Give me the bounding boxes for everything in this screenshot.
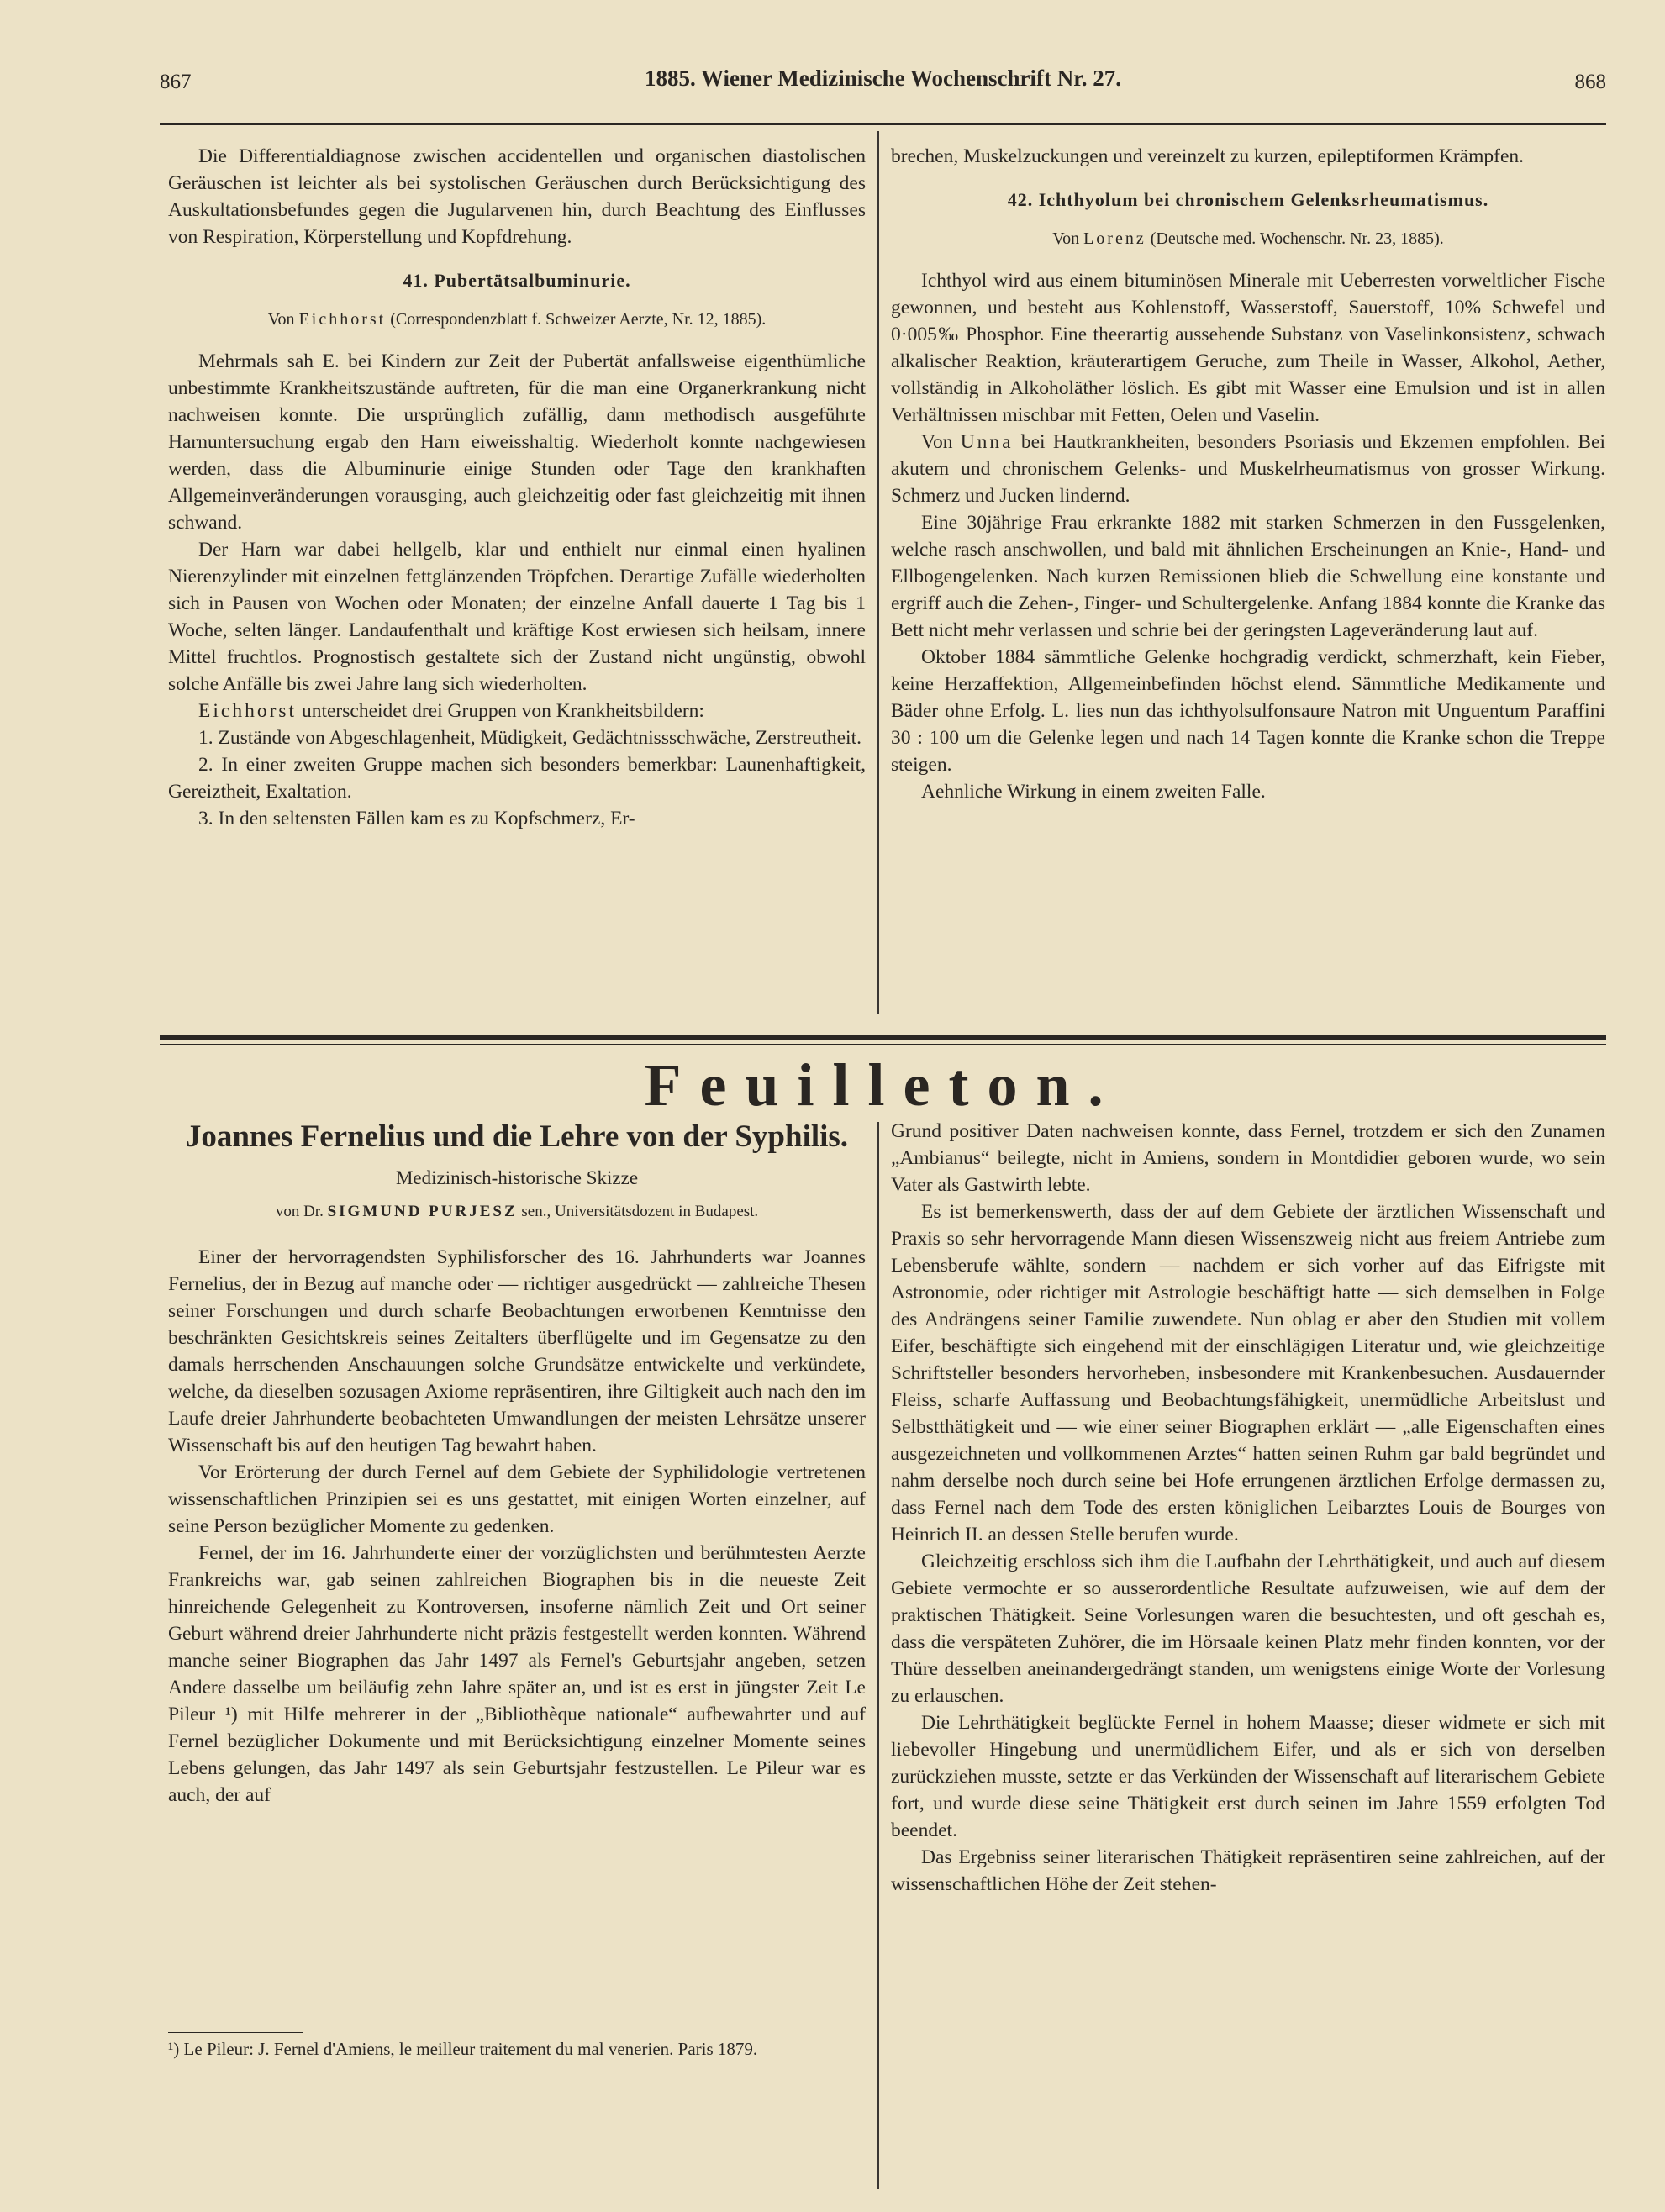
author-affiliation: sen., Universitätsdozent in Budapest. <box>521 1203 759 1220</box>
article-subtitle: Medizinisch-historische Skizze <box>395 1167 639 1188</box>
section-41-source: (Correspondenzblatt f. Schweizer Aerzte, Nr. 12, 1885). <box>390 310 767 329</box>
top-left-column <box>168 143 866 832</box>
section-41-para-1: Mehrmals sah E. bei Kindern zur Zeit der Pubertät anfallsweise eigenthümliche unbestimmte Krankheitszustände auftreten, für die man eine Organerkrankung nicht nachweisen konnte. Die ursprünglich zufällig, dann methodisch ausgeführte Harnuntersuchung ergab den Harn eiweisshaltig. Wiederholt konnte nachgewiesen werden, dass die Albuminurie einige Stunden oder Tage den krankhaften Allgemeinveränderungen vorausging, auch gleichzeitig oder fast gleichzeitig mit ihnen schwand. <box>168 350 866 534</box>
intro-paragraph: Die Differentialdiagnose zwischen accidentellen und organischen diastolischen Geräuschen ist leichter als bei systolischen Geräuschen durch Berücksichtigung des Auskultationsbefundes gegen die Jugularvenen hin, durch Beachtung des Einflusses von Respiration, Körperstellung und Kopfdrehung. <box>168 145 866 248</box>
article-right-para-4: Die Lehrthätigkeit beglückte Fernel in hohem Maasse; dieser widmete er sich mit liebevoller Hingebung und unermüdlichem Eifer, und als er sich von derselben zurückziehen musste, setzte er das Verkünden der Wissenschaft auf literarischem Gebiete fort, und wurde diese seine Thätigkeit erst durch seinen im Jahre 1559 erfolgten Tod beendet. <box>891 1712 1605 1841</box>
section-41-author: Eichhorst <box>298 310 387 329</box>
section-42-author: Lorenz <box>1083 229 1146 248</box>
section-42-title: 42. Ichthyolum bei chronischem Gelenksrheumatismus. <box>1007 189 1489 210</box>
section-42-para-4: Oktober 1884 sämmtliche Gelenke hochgradig verdickt, schmerzhaft, kein Fieber, keine Herzaffektion, Allgemeinbefinden höchst elend. Sämmtliche Medikamente und Bäder ohne Erfolg. L. lies nun das ichthyolsulfonsaure Natron mit Unguentum Paraffini 30 : 100 um die Gelenke legen und nach 14 Tagen konnte die Kranke schon die Treppe steigen. <box>891 646 1605 776</box>
article-left-para-2: Vor Erörterung der durch Fernel auf dem Gebiete der Syphilidologie vertretenen wissenschaftlichen Prinzipien sei es uns gestattet, mit einigen Worten einzelner, auf seine Person bezüglicher Momente zu gedenken. <box>168 1462 866 1537</box>
list-item-1: 1. Zustände von Abgeschlagenheit, Müdigkeit, Gedächtnissschwäche, Zerstreutheit. <box>198 727 861 749</box>
top-right-column <box>891 143 1605 805</box>
section-42-para-5: Aehnliche Wirkung in einem zweiten Falle. <box>921 781 1266 803</box>
article-right-para-3: Gleichzeitig erschloss sich ihm die Laufbahn der Lehrthätigkeit, und auch auf diesem Gebiete vermochte er so ausserordentliche Resultate aufzuweisen, wie auf dem der praktischen Thätigkeit. Seine Vorlesungen waren die besuchtesten, und oft geschah es, dass die verspäteten Zuhörer, die im Hörsaale keinen Platz mehr finden konnten, vor der Thüre desselben aneinandergedrängt standen, um wenigstens einige Worte der Vorlesung zu erlauschen. <box>891 1551 1605 1707</box>
section-42-para-2: Von Unna bei Hautkrankheiten, besonders Psoriasis und Ekzemen empfohlen. Bei akutem und chronischem Gelenks- und Muskelrheumatismus von grosser Wirkung. Schmerz und Jucken lindernd. <box>891 431 1606 507</box>
article-author <box>168 1198 866 1225</box>
list-item-2: 2. In einer zweiten Gruppe machen sich besonders bemerkbar: Launenhaftigkeit, Gereiztheit, Exaltation. <box>168 754 866 803</box>
para-2-author: Unna <box>960 431 1014 453</box>
author-prefix: von Dr. <box>275 1203 324 1220</box>
section-41-byline: Von Eichhorst (Correspondenzblatt f. Schweizer Aerzte, Nr. 12, 1885). <box>267 310 767 329</box>
continued-paragraph: brechen, Muskelzuckungen und vereinzelt zu kurzen, epileptiformen Krämpfen. <box>891 145 1525 167</box>
para-3-author: Eichhorst <box>198 700 298 722</box>
section-41-para-2: Der Harn war dabei hellgelb, klar und enthielt nur einmal einen hyalinen Nierenzylinder mit einzelnen fettglänzenden Tröpfchen. Derartige Zufälle wiederholten sich in Pausen von Wochen oder Monaten; der einzelne Anfall dauerte 1 Tag bis 1 Woche, selten länger. Landaufenthalt und kräftige Kost erwiesen sich heilsam, innere Mittel fruchtlos. Prognostisch gestaltete sich der Zustand nicht ungünstig, obwohl solche Anfälle bis zwei Jahre lang sich wiederholten. <box>168 539 866 695</box>
footnote-rule <box>168 2032 303 2033</box>
para-2-text: bei Hautkrankheiten, besonders Psoriasis und Ekzemen empfohlen. Bei akutem und chronischem Gelenks- und Muskelrheumatismus von grosser Wirkung. Schmerz und Jucken lindernd. <box>891 431 1606 507</box>
page-number-left: 867 <box>160 71 192 93</box>
header-rule-thick <box>160 123 1606 125</box>
section-42-para-1: Ichthyol wird aus einem bituminösen Minerale mit Ueberresten vorweltlicher Fische gewonnen, und besteht aus Kohlenstoff, Wasserstoff, Sauerstoff, 10% Schwefel und 0·005‰ Phosphor. Eine theerartig aussehende Substanz von Vaselinkonsistenz, schwach alkalischer Reaktion, kräuterartigem Geruche, zum Theile in Wasser, Alkohol, Aether, vollständig in Alkoholäther löslich. Es gibt mit Wasser eine Emulsion und ist in allen Verhältnissen mischbar mit Fetten, Oelen und Vaselin. <box>891 270 1605 426</box>
section-42-para-3: Eine 30jährige Frau erkrankte 1882 mit starken Schmerzen in den Fussgelenken, welche rasch anschwollen, und bald mit ähnlichen Erscheinungen an Knie-, Hand- und Ellbogengelenken. Nach kurzen Remissionen blieb die Schwellung eine konstante und ergriff auch die Zehen-, Finger- und Schultergelenke. Anfang 1884 konnte die Kranke das Bett nicht mehr verlassen und schrie bei der geringsten Lageveränderung laut auf. <box>891 512 1605 641</box>
page-number-right: 868 <box>1574 71 1606 93</box>
feuilleton-rule-thin <box>160 1044 1606 1045</box>
bottom-left-column <box>168 1118 866 1809</box>
footnote: ¹) Le Pileur: J. Fernel d'Amiens, le meilleur traitement du mal venerien. Paris 1879. <box>168 2039 758 2059</box>
article-left-para-1: Einer der hervorragendsten Syphilisforscher des 16. Jahrhunderts war Joannes Fernelius, der in Bezug auf manche oder — richtiger ausgedrückt — zahlreiche Thesen seiner Forschungen und durch scharfe Beobachtungen erworbenen Kenntnisse den beschränkten Gesichtskreis seines Zeitalters überflügelte und im Gegensatze zu den damals herrschenden Anschauungen solche Grundsätze entwickelte und verkündete, welche, da dieselben sozusagen Axiome repräsentiren, ihre Giltigkeit auch nach den im Laufe dreier Jahrhunderte beobachteten Umwandlungen der meisten Lehrsätze unserer Wissenschaft bis auf den heutigen Tag bewahrt haben. <box>168 1246 866 1456</box>
list-item-3: 3. In den seltensten Fällen kam es zu Kopfschmerz, Er- <box>198 808 635 830</box>
feuilleton-rule-thick <box>160 1035 1606 1040</box>
article-right-para-5: Das Ergebniss seiner literarischen Thätigkeit repräsentiren seine zahlreichen, auf der wissenschaftlichen Höhe der Zeit stehen- <box>891 1846 1605 1895</box>
article-left-para-3: Fernel, der im 16. Jahrhunderte einer der vorzüglichsten und berühmtesten Aerzte Frankreichs war, gab seinen zahlreichen Biographen bis in die neueste Zeit hinreichende Gelegenheit zu Kontroversen, insoferne nämlich Zeit und Ort seiner Geburt während dreier Jahrhunderte nicht präzis festgestellt werden konnten. Während manche seiner Biographen das Jahr 1497 als Fernel's Geburtsjahr angeben, setzen Andere dasselbe um beiläufig zehn Jahre später an, und ist es erst in jüngster Zeit Le Pileur ¹) mit Hilfe mehrerer in der „Bibliothèque nationale“ aufbewahrter und auf Fernel bezüglicher Dokumente und mit Berücksichtigung einzelner Momente seines Lebens gelungen, das Jahr 1497 als sein Geburtsjahr festzustellen. Le Pileur war es auch, der auf <box>168 1542 866 1806</box>
article-title: Joannes Fernelius und die Lehre von der Syphilis. <box>185 1119 849 1154</box>
bottom-right-column <box>891 1118 1605 1898</box>
section-42-byline: Von Lorenz (Deutsche med. Wochenschr. Nr. 23, 1885). <box>1052 229 1444 248</box>
section-41-title: 41. Pubertätsalbuminurie. <box>403 270 631 291</box>
feuilleton-heading: Feuilleton. <box>644 1051 1122 1119</box>
section-42-source: (Deutsche med. Wochenschr. Nr. 23, 1885). <box>1150 229 1444 248</box>
bottom-column-divider <box>877 1122 879 2189</box>
article-right-para-2: Es ist bemerkenswerth, dass der auf dem Gebiete der ärztlichen Wissenschaft und Praxis so sehr hervorragende Mann diesen Wissenszweig nicht aus freiem Antriebe zum Lebensberufe wählte, sondern — nachdem er sich vorher auf das Eifrigste mit Astronomie, oder richtiger mit Astrologie beschäftigt hatte — sich demselben in Folge des Andrängens seiner Familie zuwendete. Nun oblag er aber den Studien mit vollem Eifer, beschäftigte sich eingehend mit der einschlägigen Literatur und, wie gleichzeitige Schriftsteller besonders hervorheben, insbesondere mit Krankenbesuchen. Ausdauernder Fleiss, scharfe Auffassung und Beobachtungsfähigkeit, unermüdliche Arbeitslust und Selbstthätigkeit und — wie einer seiner Biographen erklärt — „alle Eigenschaften eines ausgezeichneten und vollkommenen Arztes“ hatten seinen Ruhm gar bald begründet und nahm derselbe noch durch seine bei Hofe errungenen ärztlichen Erfolge dermassen zu, dass Fernel nach dem Tode des ersten königlichen Leibarztes Louis de Bourges von Heinrich II. an dessen Stelle berufen wurde. <box>891 1201 1605 1546</box>
top-column-divider <box>877 131 879 1014</box>
para-3-text: unterscheidet drei Gruppen von Krankheitsbildern: <box>301 700 704 722</box>
section-41-para-3 <box>168 698 866 724</box>
author-name: SIGMUND PURJESZ <box>327 1203 518 1220</box>
journal-title: 1885. Wiener Medizinische Wochenschrift Nr. 27. <box>645 66 1121 91</box>
running-header <box>160 66 1606 99</box>
article-right-para-1: Grund positiver Daten nachweisen konnte, dass Fernel, trotzdem er sich den Zunamen „Ambianus“ beilegte, nicht in Amiens, sondern in Montdidier geboren wurde, wo sein Vater als Gastwirth lebte. <box>891 1120 1605 1196</box>
